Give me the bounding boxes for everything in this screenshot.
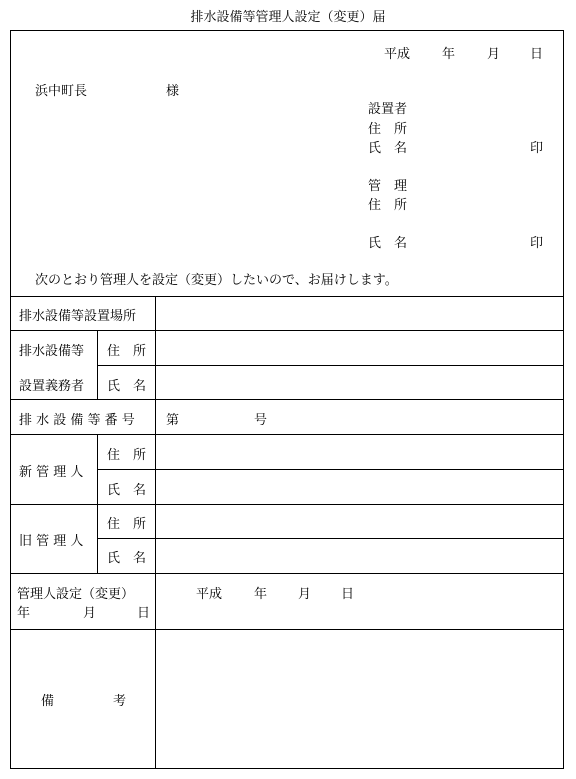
honorific: 様	[166, 84, 180, 99]
number-prefix: 第	[166, 413, 180, 428]
addressee: 浜中町長	[35, 84, 88, 99]
new-manager-label: 新 管 理 人	[19, 465, 84, 480]
date-era: 平成	[196, 587, 223, 602]
manager-address-label: 住 所	[368, 198, 408, 213]
manager-label: 管 理	[368, 179, 408, 194]
setter-label: 設置者	[368, 102, 408, 117]
new-manager-name-label: 氏 名	[107, 483, 147, 498]
header-day: 日	[530, 47, 544, 62]
manager-name-label: 氏 名	[368, 236, 408, 251]
old-manager-label: 旧 管 理 人	[19, 534, 84, 549]
number-label: 排 水 設 備 等 番 号	[19, 413, 135, 428]
date-label-year: 年	[17, 606, 31, 621]
obligor-label-2: 設置義務者	[19, 379, 85, 394]
form-title: 排水設備等管理人設定（変更）届	[190, 10, 386, 25]
obligor-label-1: 排水設備等	[19, 344, 85, 359]
manager-seal: 印	[530, 236, 544, 251]
header-era: 平成	[384, 47, 411, 62]
remarks-label-1: 備	[41, 694, 55, 709]
number-suffix: 号	[254, 413, 268, 428]
setter-name-label: 氏 名	[368, 141, 408, 156]
old-manager-address-label: 住 所	[107, 517, 147, 532]
date-year: 年	[254, 587, 268, 602]
header-year: 年	[442, 47, 456, 62]
date-month: 月	[298, 587, 312, 602]
old-manager-name-label: 氏 名	[107, 551, 147, 566]
statement: 次のとおり管理人を設定（変更）したいので、お届けします。	[35, 273, 398, 288]
setter-seal: 印	[530, 141, 544, 156]
setter-address-label: 住 所	[368, 122, 408, 137]
date-label: 管理人設定（変更）	[17, 587, 135, 602]
form-frame	[10, 30, 564, 769]
obligor-name-label: 氏 名	[107, 379, 147, 394]
date-label-day: 日	[137, 606, 151, 621]
location-label: 排水設備等設置場所	[19, 309, 137, 324]
new-manager-address-label: 住 所	[107, 448, 147, 463]
header-month: 月	[487, 47, 501, 62]
date-label-month: 月	[83, 606, 97, 621]
date-day: 日	[341, 587, 355, 602]
obligor-address-label: 住 所	[107, 344, 147, 359]
remarks-label-2: 考	[113, 694, 127, 709]
